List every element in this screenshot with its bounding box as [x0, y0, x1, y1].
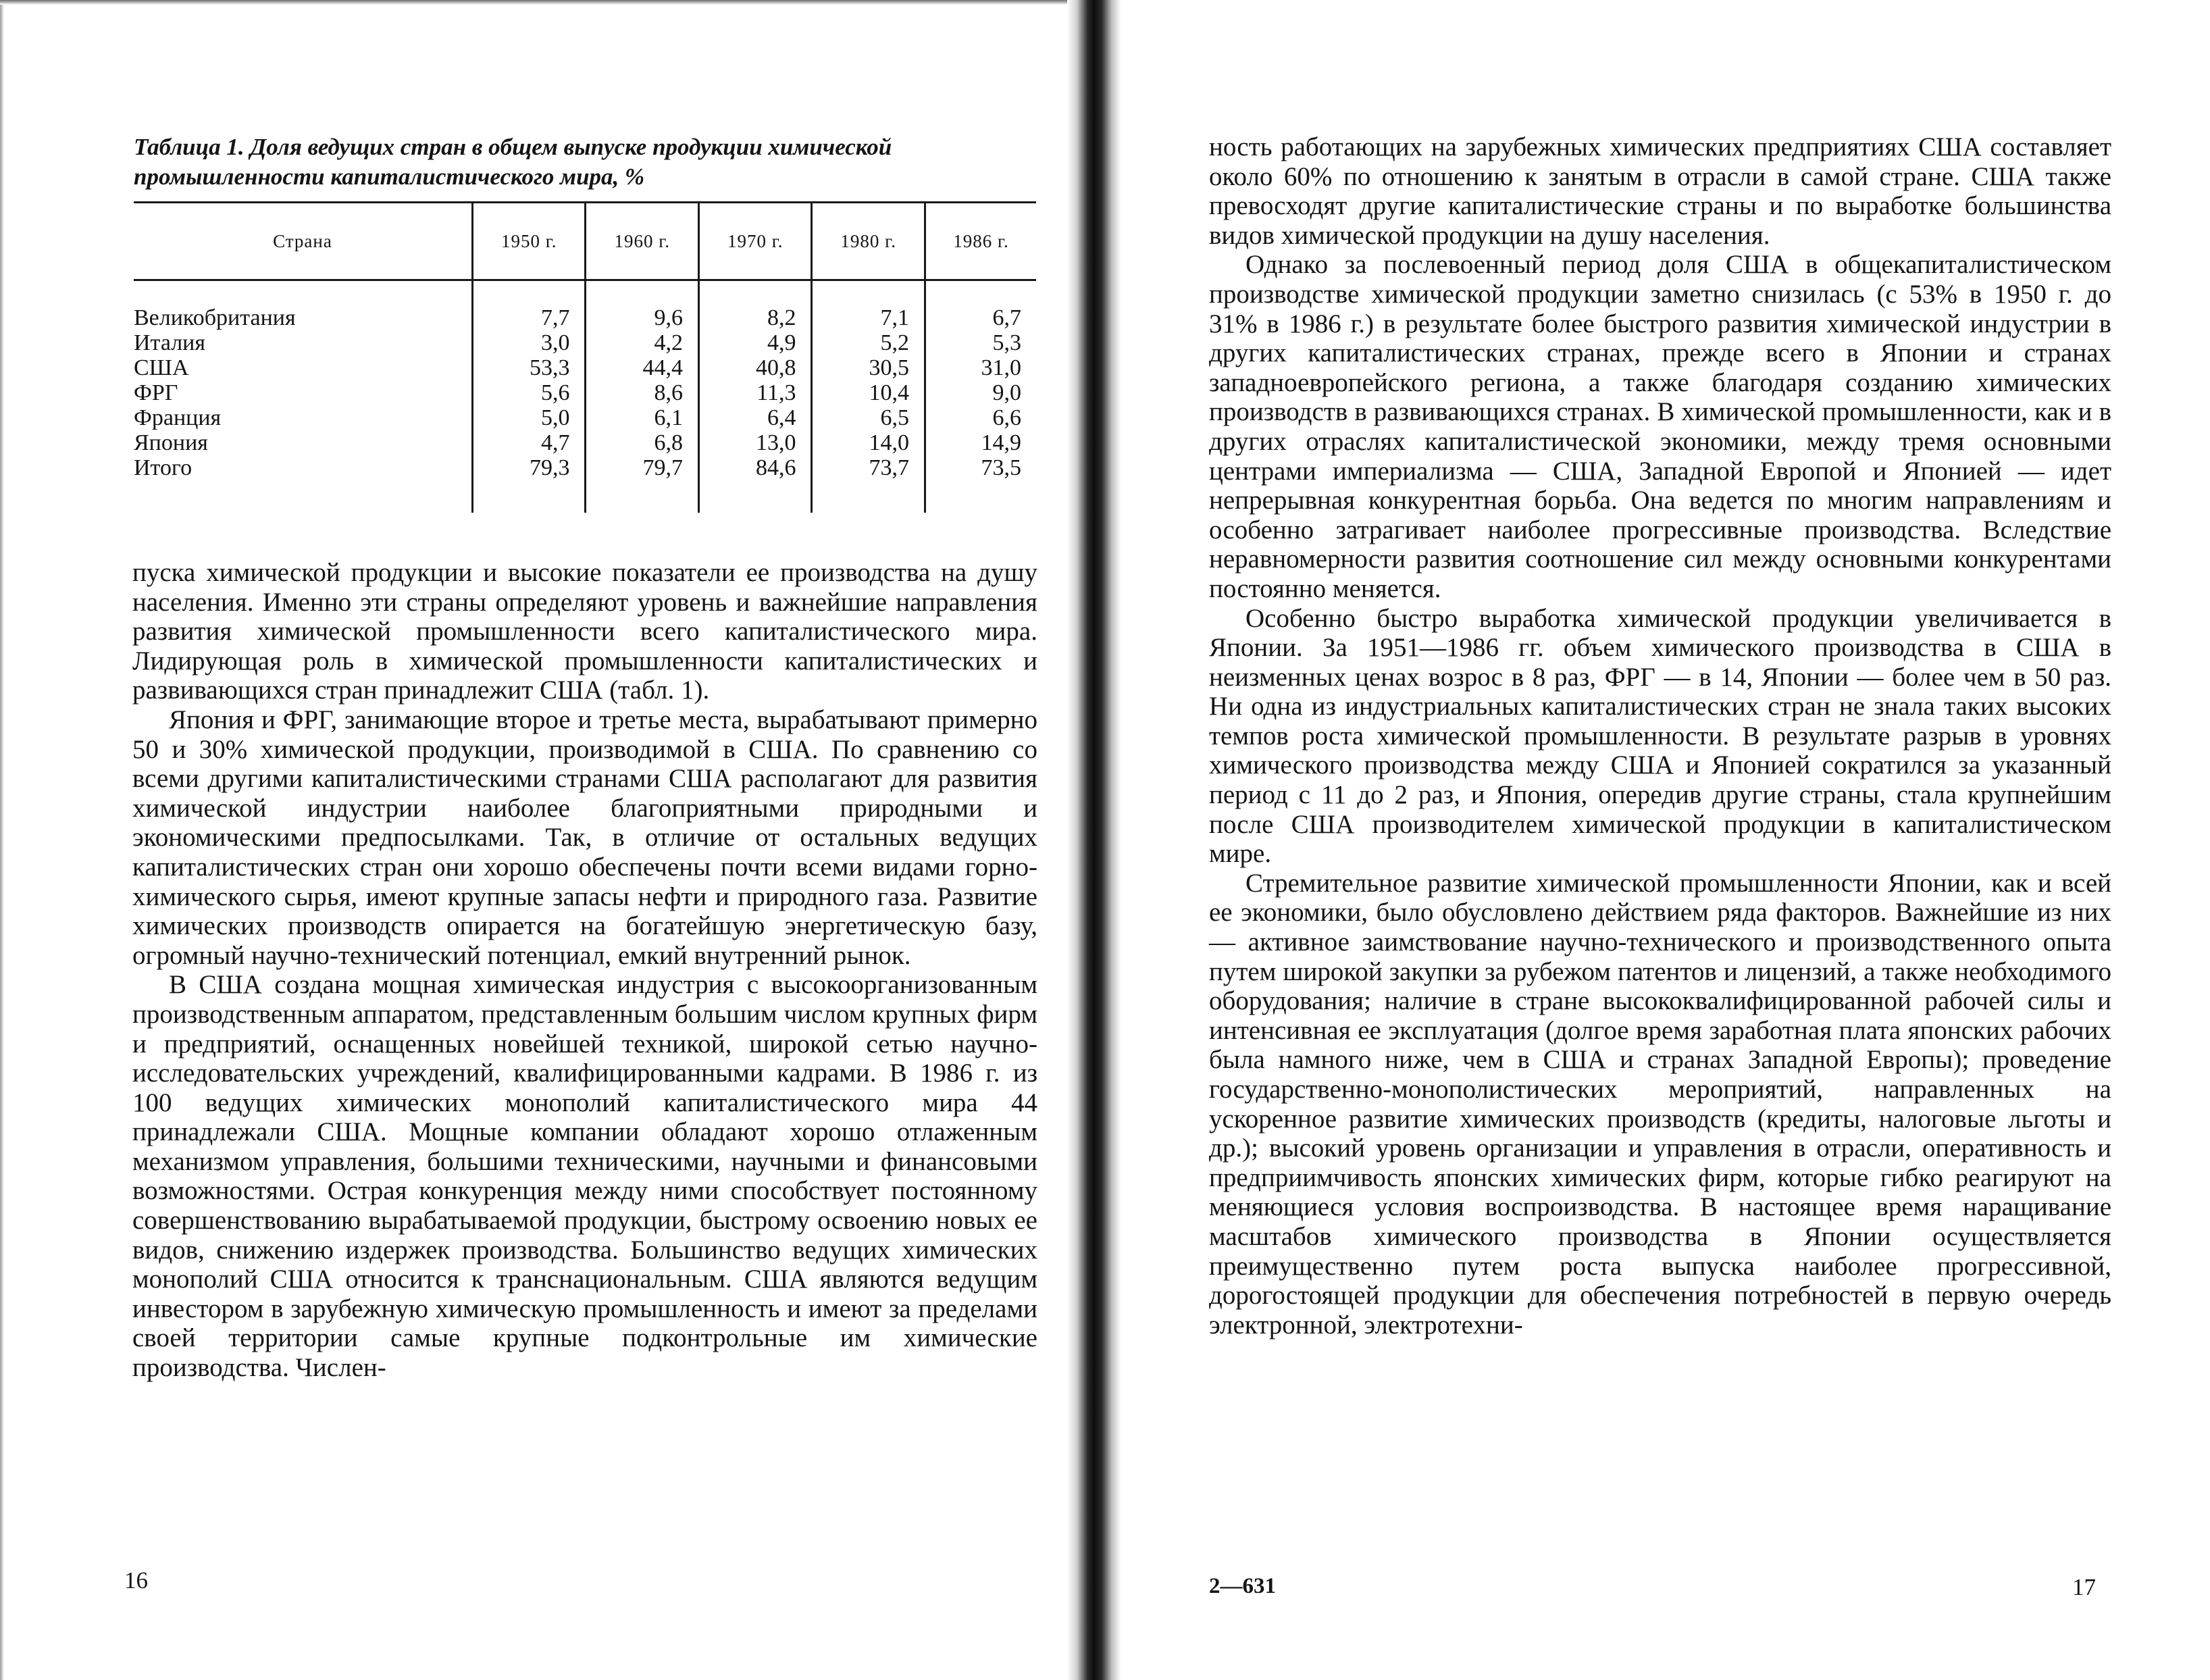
table-row-total [134, 455, 1036, 513]
cell-value: 79,3 [473, 455, 586, 513]
table-row-italy [134, 330, 1036, 355]
left-paragraph-3: В США создана мощная химическая индустрия с высокоорганизованным производственным аппаратом, представленным большим числом крупных фирм и предприятий, оснащенных новейшей техникой, широкой сетью научно-исследовательских учреждений, квалифицированными кадрами. В 1986 г. из 100 ведущих химических монополий капиталистического мира 44 принадлежали США. Мощные компании обладают хорошо отлаженным механизмом управления, большими техническими, научными и финансовыми возможностями. Острая конкуренция между ними способствует постоянному совершенствованию вырабатываемой продукции, быстрому освоению новых ее видов, снижению издержек производства. Большинство ведущих химических монополий США относится к транснациональным. США являются ведущим инвестором в зарубежную химическую промышленность и имеют за пределами своей территории самые крупные подконтрольные им химические производства. Числен- [132, 970, 1037, 1383]
cell-value: 8,6 [586, 380, 698, 405]
header-1960: 1960 г. [586, 203, 698, 280]
cell-value: 11,3 [698, 380, 811, 405]
table-caption-line-1: Таблица 1. Доля ведущих стран в общем выпуске продукции химической [134, 134, 892, 160]
cell-value: 31,0 [925, 355, 1036, 380]
table-caption-line-2: промышленности капиталистического мира, % [134, 163, 645, 190]
cell-country: Итого [134, 455, 192, 480]
cell-value: 79,7 [586, 455, 698, 513]
chemical-output-share-table [134, 201, 1036, 513]
cell-value: 73,7 [812, 455, 925, 513]
header-1970: 1970 г. [698, 203, 811, 280]
table-row-japan [134, 430, 1036, 455]
cell-value: 5,3 [925, 330, 1036, 355]
cell-value: 6,8 [586, 430, 698, 455]
table-caption [134, 132, 1032, 192]
left-page-body-text [132, 558, 1037, 1383]
cell-value: 5,2 [812, 330, 925, 355]
cell-value: 53,3 [473, 355, 586, 380]
cell-country: США [134, 355, 189, 380]
left-page [0, 0, 1074, 1680]
right-paragraph-2: Однако за послевоенный период доля США в общекапиталистическом производстве химической продукции заметно снизилась (с 53% в 1950 г. до 31% в 1986 г.) в результате более быстрого развития химической индустрии в других капиталистических странах, прежде всего в Японии и странах западноевропейского региона, а также благодаря созданию химических производств в развивающихся странах. В химической промышленности, как и в других отраслях капиталистической экономики, между тремя основными центрами империализма — США, Западной Европой и Японией — идет непрерывная конкурентная борьба. Она ведется по многим направлениям и особенно затрагивает наиболее прогрессивные производства. Вследствие неравномерности развития соотношение сил между основными конкурентами постоянно меняется. [1209, 250, 2111, 603]
cell-value: 5,0 [473, 405, 586, 430]
cell-value: 6,1 [586, 405, 698, 430]
cell-value: 7,1 [812, 280, 925, 331]
cell-value: 4,9 [698, 330, 811, 355]
cell-value: 30,5 [812, 355, 925, 380]
header-1980: 1980 г. [812, 203, 925, 280]
header-country: Страна [134, 203, 473, 280]
cell-value: 73,5 [925, 455, 1036, 513]
cell-value: 44,4 [586, 355, 698, 380]
header-1986: 1986 г. [925, 203, 1036, 280]
right-paragraph-4: Стремительное развитие химической промышленности Японии, как и всей ее экономики, было обусловлено действием ряда факторов. Важнейшие из них — активное заимствование научно-технического и производственного опыта путем широкой закупки за рубежом патентов и лицензий, а также необходимого оборудования; наличие в стране высококвалифицированной рабочей силы и интенсивная ее эксплуатация (долгое время заработная плата японских рабочих была намного ниже, чем в США и странах Западной Европы); проведение государственно-монополистических мероприятий, направленных на ускоренное развитие химических производств (кредиты, налоговые льготы и др.); высокий уровень организации и управления в отрасли, оперативность и предприимчивость японских химических фирм, которые гибко реагируют на меняющиеся условия воспроизводства. В настоящее время наращивание масштабов химического производства в Японии осуществляется преимущественно путем роста выпуска наиболее прогрессивной, дорогостоящей продукции для обеспечения потребностей в первую очередь электронной, электротехни- [1209, 868, 2111, 1340]
cell-value: 10,4 [812, 380, 925, 405]
cell-value: 13,0 [698, 430, 811, 455]
table-row-frg [134, 380, 1036, 405]
cell-value: 14,9 [925, 430, 1036, 455]
cell-country: Италия [134, 330, 206, 355]
cell-value: 6,6 [925, 405, 1036, 430]
left-paragraph-1: пуска химической продукции и высокие показатели ее производства на душу населения. Именно эти страны определяют уровень и важнейшие направления развития химической промышленности всего капиталистического мира. Лидирующая роль в химической промышленности капиталистических и развивающихся стран принадлежит США (табл. 1). [132, 558, 1037, 705]
header-1950: 1950 г. [473, 203, 586, 280]
cell-value: 9,6 [586, 280, 698, 331]
cell-value: 84,6 [698, 455, 811, 513]
cell-country: Великобритания [134, 305, 296, 330]
cell-value: 6,7 [925, 280, 1036, 331]
cell-value: 7,7 [473, 280, 586, 331]
right-paragraph-1: ность работающих на зарубежных химических предприятиях США составляет около 60% по отношению к занятым в отрасли в самой стране. США также превосходят другие капиталистические страны и по выработке большинства видов химической продукции на душу населения. [1209, 132, 2111, 250]
cell-value: 8,2 [698, 280, 811, 331]
table-header-row [134, 203, 1036, 280]
cell-value: 9,0 [925, 380, 1036, 405]
page-number-left: 16 [124, 1567, 148, 1594]
cell-value: 6,5 [812, 405, 925, 430]
right-page-body-text [1209, 132, 2111, 1340]
cell-value: 4,2 [586, 330, 698, 355]
left-paragraph-2: Япония и ФРГ, занимающие второе и третье места, вырабатывают примерно 50 и 30% химической продукции, производимой в США. По сравнению со всеми другими капиталистическими странами США располагают для развития химической индустрии наиболее благоприятными природными и экономическими предпосылками. Так, в отличие от остальных ведущих капиталистических стран они хорошо обеспечены почти всеми видами горно-химического сырья, имеют крупные запасы нефти и природного газа. Развитие химических производств опирается на богатейшую энергетическую базу, огромный научно-технический потенциал, емкий внутренний рынок. [132, 705, 1037, 970]
table-row-uk [134, 280, 1036, 331]
cell-country: Япония [134, 430, 208, 455]
cell-value: 14,0 [812, 430, 925, 455]
table-row-france [134, 405, 1036, 430]
printer-signature-mark: 2—631 [1209, 1574, 1276, 1598]
right-paragraph-3: Особенно быстро выработка химической продукции увеличивается в Японии. За 1951—1986 гг. объем химического производства в США в неизменных ценах возрос в 8 раз, ФРГ — в 14, Японии — более чем в 50 раз. Ни одна из индустриальных капиталистических стран не знала таких высоких темпов роста химической промышленности. В результате разрыв в уровнях химического производства между США и Японией сократился за указанный период с 11 до 2 раз, и Япония, опередив другие страны, стала крупнейшим после США производителем химической продукции в капиталистическом мире. [1209, 603, 2111, 869]
cell-country: ФРГ [134, 380, 178, 405]
page-number-right: 17 [2072, 1574, 2096, 1600]
cell-value: 5,6 [473, 380, 586, 405]
cell-country: Франция [134, 405, 222, 430]
right-page [1108, 0, 2210, 1680]
cell-value: 40,8 [698, 355, 811, 380]
cell-value: 3,0 [473, 330, 586, 355]
cell-value: 4,7 [473, 430, 586, 455]
cell-value: 6,4 [698, 405, 811, 430]
table-row-usa [134, 355, 1036, 380]
